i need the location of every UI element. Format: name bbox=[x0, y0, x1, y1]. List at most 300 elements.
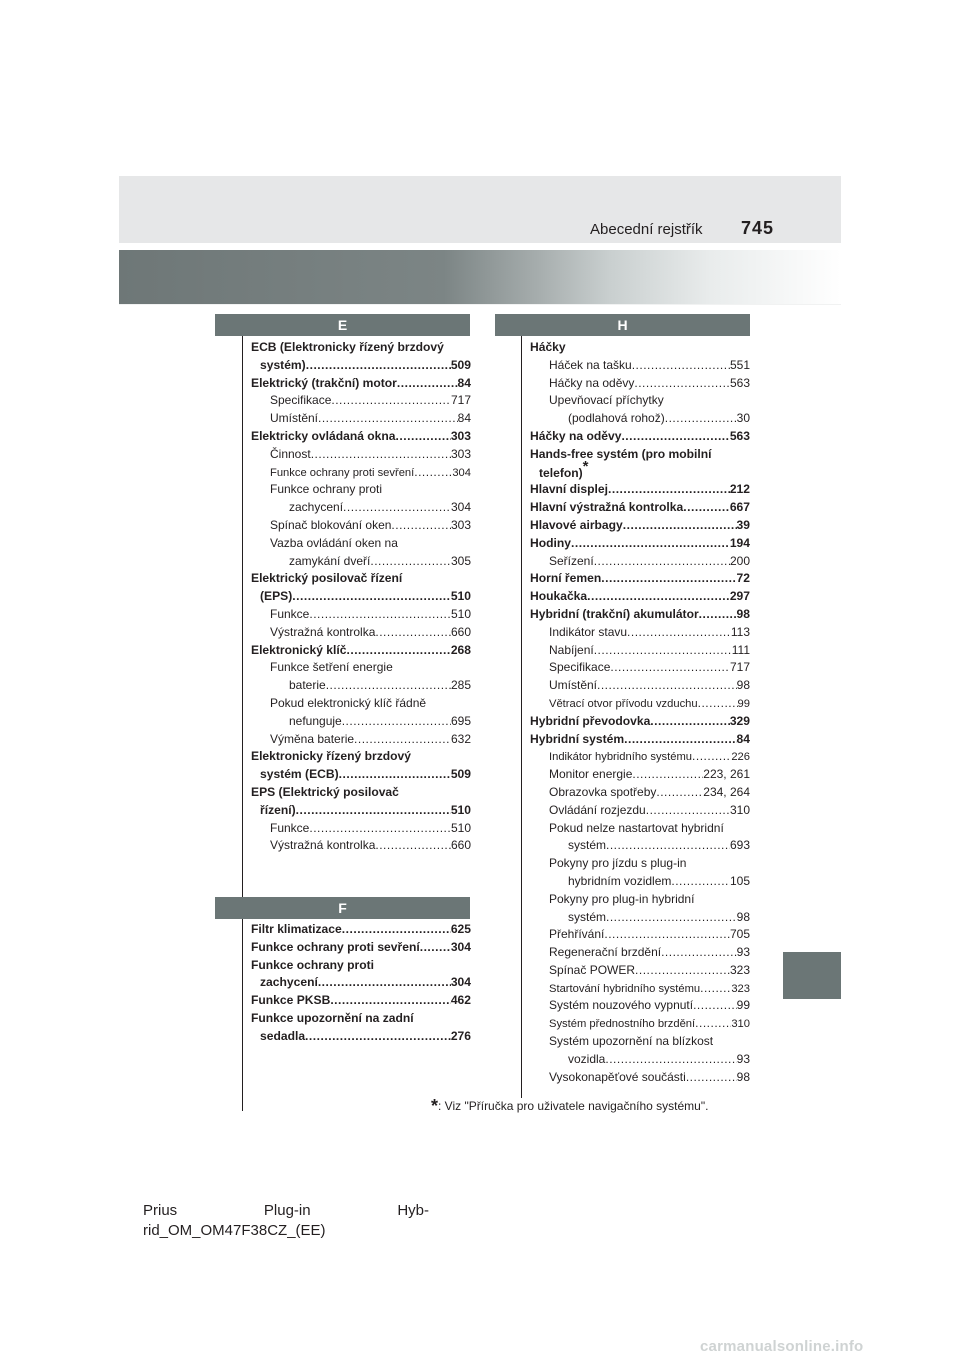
index-entry-page: 98 bbox=[736, 909, 750, 924]
index-entry-page: 510 bbox=[450, 606, 471, 621]
dot-leader bbox=[650, 713, 730, 731]
index-entry bbox=[530, 481, 750, 499]
dot-leader bbox=[420, 939, 451, 957]
dot-leader bbox=[306, 357, 451, 375]
index-entry-page: 510 bbox=[450, 802, 471, 817]
index-entry-page: 563 bbox=[729, 428, 750, 443]
index-entry-label: Specifikace bbox=[270, 393, 332, 408]
index-entry bbox=[251, 517, 471, 535]
index-entry bbox=[530, 837, 750, 855]
dot-leader bbox=[605, 1051, 736, 1069]
index-entry bbox=[530, 642, 750, 660]
index-entry bbox=[530, 410, 750, 428]
index-entry-label: Pokyny pro plug-in hybridní bbox=[549, 891, 695, 906]
index-entry-page: 303 bbox=[450, 446, 471, 461]
index-entry bbox=[530, 997, 750, 1015]
index-entry bbox=[251, 553, 471, 571]
index-entry-page: 693 bbox=[729, 838, 750, 853]
dot-leader bbox=[661, 944, 737, 962]
dot-leader bbox=[597, 677, 737, 695]
dot-leader bbox=[606, 909, 737, 927]
index-entry bbox=[530, 909, 750, 927]
index-entry-label: Hybridní (trakční) akumulátor bbox=[530, 606, 699, 621]
section-header-h: H bbox=[495, 314, 750, 336]
index-entry bbox=[251, 642, 471, 660]
index-entry-label: Háčky na oděvy bbox=[530, 428, 622, 443]
footnote-text: : Viz "Příručka pro uživatele navigačního systému". bbox=[438, 1099, 709, 1113]
index-entry bbox=[530, 535, 750, 553]
index-entry bbox=[530, 802, 750, 820]
index-entry-page: 660 bbox=[450, 624, 471, 639]
index-entry-page: 509 bbox=[450, 767, 471, 782]
index-entry-label: Indikátor hybridního systému bbox=[549, 751, 693, 764]
index-entry-page: 660 bbox=[450, 838, 471, 853]
dot-leader bbox=[305, 1028, 451, 1046]
index-entry-label: Upevňovací příchytky bbox=[549, 393, 664, 408]
dot-leader bbox=[370, 553, 451, 571]
index-entry-page: 30 bbox=[736, 411, 750, 426]
index-entry bbox=[530, 499, 750, 517]
index-entry-page: 297 bbox=[729, 589, 750, 604]
index-entry-label: Výměna baterie bbox=[270, 731, 355, 746]
index-entry-label: Funkce ochrany proti bbox=[251, 957, 374, 972]
index-entry bbox=[251, 748, 471, 766]
index-entry-page: 717 bbox=[729, 660, 750, 675]
dot-leader bbox=[656, 784, 703, 802]
dot-leader bbox=[594, 553, 730, 571]
index-entry-page: 632 bbox=[450, 731, 471, 746]
index-entry-label: Startování hybridního systému bbox=[549, 982, 701, 995]
index-entry-label: Horní řemen bbox=[530, 571, 602, 586]
dot-leader bbox=[624, 731, 736, 749]
index-entry-label: Funkce ochrany proti bbox=[270, 482, 383, 497]
index-entry bbox=[530, 457, 750, 482]
dot-leader bbox=[354, 731, 451, 749]
index-entry-label: Spínač POWER bbox=[549, 962, 636, 977]
index-entry-label: Výstražná kontrolka bbox=[270, 838, 376, 853]
footer-doc-id-line1 bbox=[143, 1202, 429, 1219]
footer-word: Hyb- bbox=[397, 1202, 429, 1219]
dot-leader bbox=[683, 499, 730, 517]
footnote bbox=[431, 1094, 708, 1115]
index-entry bbox=[530, 980, 750, 998]
index-entry-page: 223, 261 bbox=[703, 767, 750, 782]
index-entry-label: Specifikace bbox=[549, 660, 611, 675]
index-entry-page: 93 bbox=[736, 1051, 750, 1066]
dot-leader bbox=[606, 837, 730, 855]
index-entry bbox=[530, 339, 750, 357]
index-entry bbox=[530, 428, 750, 446]
index-entry-page: 310 bbox=[731, 1018, 750, 1031]
index-entry bbox=[530, 392, 750, 410]
dot-leader bbox=[698, 695, 738, 713]
index-entry-label: Elektricky ovládaná okna bbox=[251, 428, 396, 443]
index-entry-page: 509 bbox=[450, 357, 471, 372]
index-entry-page: 276 bbox=[450, 1028, 471, 1043]
dot-leader bbox=[623, 517, 737, 535]
index-entry-label: Pokud elektronický klíč řádně bbox=[270, 695, 427, 710]
index-entry bbox=[530, 766, 750, 784]
index-entry-page: 72 bbox=[736, 571, 750, 586]
index-entry bbox=[251, 535, 471, 553]
index-entry bbox=[530, 659, 750, 677]
dot-leader bbox=[699, 606, 737, 624]
index-entry-page: 667 bbox=[729, 500, 750, 515]
index-entry-page: 510 bbox=[450, 589, 471, 604]
index-entry-page: 323 bbox=[731, 982, 750, 995]
index-entry-page: 105 bbox=[729, 873, 750, 888]
index-entry bbox=[530, 695, 750, 713]
index-entry-label: ECB (Elektronicky řízený brzdový bbox=[251, 340, 444, 354]
dot-leader bbox=[646, 802, 730, 820]
dot-leader bbox=[343, 499, 451, 517]
index-entry bbox=[251, 499, 471, 517]
index-entry bbox=[251, 695, 471, 713]
index-entry-page: 717 bbox=[450, 393, 471, 408]
index-entry bbox=[530, 873, 750, 891]
dot-leader bbox=[671, 873, 730, 891]
dot-leader bbox=[693, 997, 737, 1015]
dot-leader bbox=[296, 802, 451, 820]
index-entry-label: Háčky na oděvy bbox=[549, 375, 635, 390]
index-entry bbox=[251, 957, 471, 975]
index-entry bbox=[530, 891, 750, 909]
index-entry-label: Funkce bbox=[270, 606, 310, 621]
index-entry-label: Hands-free systém (pro mobilní bbox=[530, 446, 712, 461]
index-entry-page: 303 bbox=[450, 428, 471, 443]
index-entry bbox=[251, 481, 471, 499]
index-entry-label: Výstražná kontrolka bbox=[270, 624, 376, 639]
index-entry-label: Vazba ovládání oken na bbox=[270, 535, 398, 550]
index-entry bbox=[530, 375, 750, 393]
index-entry-label: Filtr klimatizace bbox=[251, 922, 342, 936]
index-entry-page: 111 bbox=[731, 642, 750, 657]
index-entry-page: 212 bbox=[729, 482, 750, 497]
index-entry-label: řízení) bbox=[260, 802, 296, 817]
index-entry-page: 99 bbox=[737, 697, 750, 710]
index-entry-page: 323 bbox=[729, 962, 750, 977]
index-entry-label: Funkce upozornění na zadní bbox=[251, 1010, 414, 1025]
index-entry-label: zachycení bbox=[260, 975, 318, 990]
index-entry-label: telefon) bbox=[539, 465, 583, 480]
dot-leader bbox=[608, 481, 730, 499]
index-entry bbox=[530, 588, 750, 606]
index-entry bbox=[530, 570, 750, 588]
index-entry-label: Funkce bbox=[270, 820, 310, 835]
index-entry-label: sedadla bbox=[260, 1028, 306, 1043]
index-entry-label: EPS (Elektrický posilovač bbox=[251, 784, 399, 799]
index-entry bbox=[530, 713, 750, 731]
dot-leader bbox=[634, 375, 730, 393]
index-entry bbox=[530, 553, 750, 571]
index-entry-page: 705 bbox=[729, 927, 750, 942]
index-entry-label: Seřízení bbox=[549, 553, 594, 568]
dot-leader bbox=[695, 1015, 731, 1033]
index-entry-label: Hlavní výstražná kontrolka bbox=[530, 500, 684, 515]
index-entry-page: 39 bbox=[736, 517, 750, 532]
dot-leader bbox=[414, 464, 452, 482]
index-entry-label: Systém přednostního brzdění bbox=[549, 1018, 696, 1031]
index-list-f bbox=[251, 921, 471, 1046]
index-entry-page: 98 bbox=[736, 678, 750, 693]
index-entry bbox=[530, 962, 750, 980]
dot-leader bbox=[587, 588, 730, 606]
index-entry-label: (podlahová rohož) bbox=[568, 411, 665, 426]
index-entry-label: Hodiny bbox=[530, 535, 571, 550]
index-entry bbox=[530, 1015, 750, 1033]
dot-leader bbox=[391, 517, 451, 535]
index-entry-label: baterie bbox=[289, 678, 326, 693]
index-entry-label: Pokud nelze nastartovat hybridní bbox=[549, 820, 724, 835]
index-entry bbox=[251, 464, 471, 482]
index-entry-label: Elektrický posilovač řízení bbox=[251, 571, 403, 586]
dot-leader bbox=[309, 606, 451, 624]
dot-leader bbox=[396, 428, 451, 446]
index-entry-label: Ovládání rozjezdu bbox=[549, 802, 646, 817]
index-entry-page: 99 bbox=[736, 998, 750, 1013]
index-entry-label: Vysokonapěťové součásti bbox=[549, 1069, 686, 1084]
dot-leader bbox=[326, 677, 451, 695]
index-entry-label: zamykání dveří bbox=[289, 553, 371, 568]
index-entry bbox=[251, 837, 471, 855]
index-entry-page: 194 bbox=[729, 535, 750, 550]
index-entry-page: 268 bbox=[450, 642, 471, 657]
dot-leader bbox=[665, 410, 737, 428]
index-entry bbox=[251, 731, 471, 749]
index-entry-page: 304 bbox=[452, 466, 471, 479]
index-entry bbox=[251, 428, 471, 446]
header-divider bbox=[119, 304, 841, 305]
index-entry-page: 93 bbox=[736, 945, 750, 960]
index-entry-label: systém bbox=[568, 909, 607, 924]
index-entry bbox=[251, 392, 471, 410]
index-entry-label: Hlavní displej bbox=[530, 482, 608, 497]
index-entry bbox=[530, 624, 750, 642]
dot-leader bbox=[621, 428, 729, 446]
dot-leader bbox=[346, 642, 450, 660]
index-entry bbox=[251, 659, 471, 677]
footnote-ref-mark: * bbox=[582, 457, 589, 475]
gradient-band bbox=[119, 250, 841, 304]
index-entry bbox=[530, 446, 750, 464]
dot-leader bbox=[375, 624, 451, 642]
index-entry-label: zachycení bbox=[289, 500, 344, 515]
index-entry-label: Umístění bbox=[270, 411, 319, 426]
index-entry-page: 98 bbox=[736, 606, 750, 621]
index-entry-page: 234, 264 bbox=[703, 784, 750, 799]
index-entry-label: Háčky bbox=[530, 340, 566, 354]
header-band bbox=[119, 176, 841, 243]
dot-leader bbox=[375, 837, 451, 855]
index-entry-label: Systém nouzového vypnutí bbox=[549, 998, 694, 1013]
index-entry-label: Funkce ochrany proti sevření bbox=[251, 939, 420, 954]
index-entry bbox=[530, 1069, 750, 1087]
index-entry-page: 304 bbox=[450, 975, 471, 990]
index-entry bbox=[530, 855, 750, 873]
index-entry-page: 695 bbox=[450, 713, 471, 728]
index-entry bbox=[530, 677, 750, 695]
index-entry-label: Spínač blokování oken bbox=[270, 517, 392, 532]
dot-leader bbox=[604, 926, 730, 944]
index-entry bbox=[530, 1033, 750, 1051]
index-entry-label: Systém upozornění na blízkost bbox=[549, 1034, 714, 1049]
index-entry bbox=[251, 784, 471, 802]
dot-leader bbox=[632, 766, 703, 784]
index-entry-label: Obrazovka spotřeby bbox=[549, 784, 657, 799]
index-entry bbox=[251, 992, 471, 1010]
index-entry-label: Houkačka bbox=[530, 589, 588, 604]
footer-word: Prius bbox=[143, 1202, 178, 1219]
index-entry-label: Hybridní systém bbox=[530, 731, 625, 746]
index-entry bbox=[251, 446, 471, 464]
index-entry-page: 226 bbox=[731, 751, 750, 764]
index-entry bbox=[251, 974, 471, 992]
index-entry bbox=[251, 375, 471, 393]
section-header-f: F bbox=[215, 897, 470, 919]
index-entry bbox=[530, 606, 750, 624]
index-entry bbox=[251, 820, 471, 838]
index-entry-page: 305 bbox=[450, 553, 471, 568]
index-entry-label: Nabíjení bbox=[549, 642, 594, 657]
dot-leader bbox=[610, 659, 730, 677]
index-entry bbox=[251, 339, 471, 357]
index-entry-page: 98 bbox=[736, 1069, 750, 1084]
index-entry bbox=[530, 926, 750, 944]
footnote-mark: * bbox=[431, 1096, 439, 1116]
index-entry bbox=[530, 748, 750, 766]
index-entry-label: Činnost bbox=[270, 446, 311, 461]
index-entry-page: 113 bbox=[730, 624, 750, 639]
index-entry-label: Hybridní převodovka bbox=[530, 713, 651, 728]
index-entry-label: systém (ECB) bbox=[260, 767, 339, 782]
index-entry bbox=[530, 357, 750, 375]
index-entry-page: 551 bbox=[729, 357, 750, 372]
index-entry-page: 310 bbox=[729, 802, 750, 817]
index-entry-label: Umístění bbox=[549, 678, 598, 693]
index-entry bbox=[251, 921, 471, 939]
dot-leader bbox=[292, 588, 451, 606]
index-entry bbox=[251, 1010, 471, 1028]
index-entry bbox=[251, 802, 471, 820]
dot-leader bbox=[686, 1069, 737, 1087]
index-entry-page: 304 bbox=[450, 939, 471, 954]
index-entry-page: 462 bbox=[450, 993, 471, 1008]
index-entry bbox=[251, 570, 471, 588]
dot-leader bbox=[627, 624, 731, 642]
index-entry-label: Elektrický (trakční) motor bbox=[251, 375, 397, 390]
dot-leader bbox=[318, 974, 451, 992]
dot-leader bbox=[635, 962, 730, 980]
index-entry-label: systém) bbox=[260, 357, 306, 372]
index-entry bbox=[251, 410, 471, 428]
dot-leader bbox=[330, 992, 451, 1010]
index-entry-label: Funkce PKSB bbox=[251, 993, 331, 1008]
index-entry-label: vozidla bbox=[568, 1051, 606, 1066]
dot-leader bbox=[339, 766, 451, 784]
index-entry-label: Monitor energie bbox=[549, 767, 633, 782]
dot-leader bbox=[342, 921, 451, 939]
dot-leader bbox=[318, 410, 458, 428]
dot-leader bbox=[309, 820, 451, 838]
section-header-e: E bbox=[215, 314, 470, 336]
index-entry bbox=[251, 624, 471, 642]
footer-doc-id-line2: rid_OM_OM47F38CZ_(EE) bbox=[143, 1222, 326, 1239]
index-entry bbox=[251, 1028, 471, 1046]
index-entry-label: Hlavové airbagy bbox=[530, 517, 623, 532]
index-entry bbox=[251, 939, 471, 957]
watermark: carmanualsonline.info bbox=[700, 1338, 864, 1355]
index-entry-label: systém bbox=[568, 838, 607, 853]
chapter-side-tab bbox=[783, 952, 841, 999]
dot-leader bbox=[700, 980, 731, 998]
index-entry-label: Elektronický klíč bbox=[251, 642, 347, 657]
dot-leader bbox=[571, 535, 730, 553]
index-entry-page: 303 bbox=[450, 517, 471, 532]
index-entry-page: 329 bbox=[729, 713, 750, 728]
index-entry bbox=[530, 1051, 750, 1069]
dot-leader bbox=[397, 375, 458, 393]
index-entry-label: Funkce ochrany proti sevření bbox=[270, 466, 415, 479]
index-entry-label: Háček na tašku bbox=[549, 357, 632, 372]
index-entry bbox=[530, 731, 750, 749]
footer-word: Plug-in bbox=[263, 1202, 311, 1219]
index-entry bbox=[251, 713, 471, 731]
index-entry-label: Elektronicky řízený brzdový bbox=[251, 749, 411, 764]
index-entry bbox=[530, 944, 750, 962]
index-entry-page: 84 bbox=[736, 731, 750, 746]
dot-leader bbox=[311, 446, 451, 464]
index-list-h bbox=[530, 339, 750, 1086]
index-entry-label: hybridním vozidlem bbox=[568, 873, 672, 888]
dot-leader bbox=[632, 357, 730, 375]
index-entry bbox=[251, 588, 471, 606]
index-entry-label: Indikátor stavu bbox=[549, 624, 628, 639]
dot-leader bbox=[601, 570, 736, 588]
index-list-e bbox=[251, 339, 471, 855]
index-entry bbox=[530, 820, 750, 838]
index-entry-page: 84 bbox=[457, 411, 471, 426]
index-entry bbox=[251, 677, 471, 695]
index-entry-page: 625 bbox=[450, 922, 471, 936]
index-entry-label: nefunguje bbox=[289, 713, 342, 728]
page-number: 745 bbox=[741, 218, 775, 238]
column-rule-right bbox=[521, 333, 522, 1098]
index-entry-page: 200 bbox=[729, 553, 750, 568]
index-entry-label: (EPS) bbox=[260, 589, 293, 604]
index-entry-page: 84 bbox=[457, 375, 471, 390]
dot-leader bbox=[594, 642, 732, 660]
dot-leader bbox=[692, 748, 731, 766]
header-title: Abecední rejstřík bbox=[590, 221, 703, 238]
index-entry bbox=[530, 517, 750, 535]
dot-leader bbox=[342, 713, 451, 731]
index-entry-label: Regenerační brzdění bbox=[549, 945, 662, 960]
dot-leader bbox=[331, 392, 451, 410]
index-entry-page: 510 bbox=[450, 820, 471, 835]
index-entry-label: Přehřívání bbox=[549, 927, 605, 942]
index-entry bbox=[251, 357, 471, 375]
index-entry-page: 285 bbox=[450, 678, 471, 693]
index-entry-label: Funkce šetření energie bbox=[270, 660, 393, 675]
index-entry-page: 304 bbox=[450, 500, 471, 515]
index-entry-page: 563 bbox=[729, 375, 750, 390]
index-entry bbox=[530, 784, 750, 802]
index-entry-label: Pokyny pro jízdu s plug-in bbox=[549, 856, 687, 871]
column-rule-left bbox=[242, 333, 243, 1111]
index-entry bbox=[251, 766, 471, 784]
index-entry-label: Větrací otvor přívodu vzduchu bbox=[549, 697, 698, 710]
index-entry bbox=[251, 606, 471, 624]
